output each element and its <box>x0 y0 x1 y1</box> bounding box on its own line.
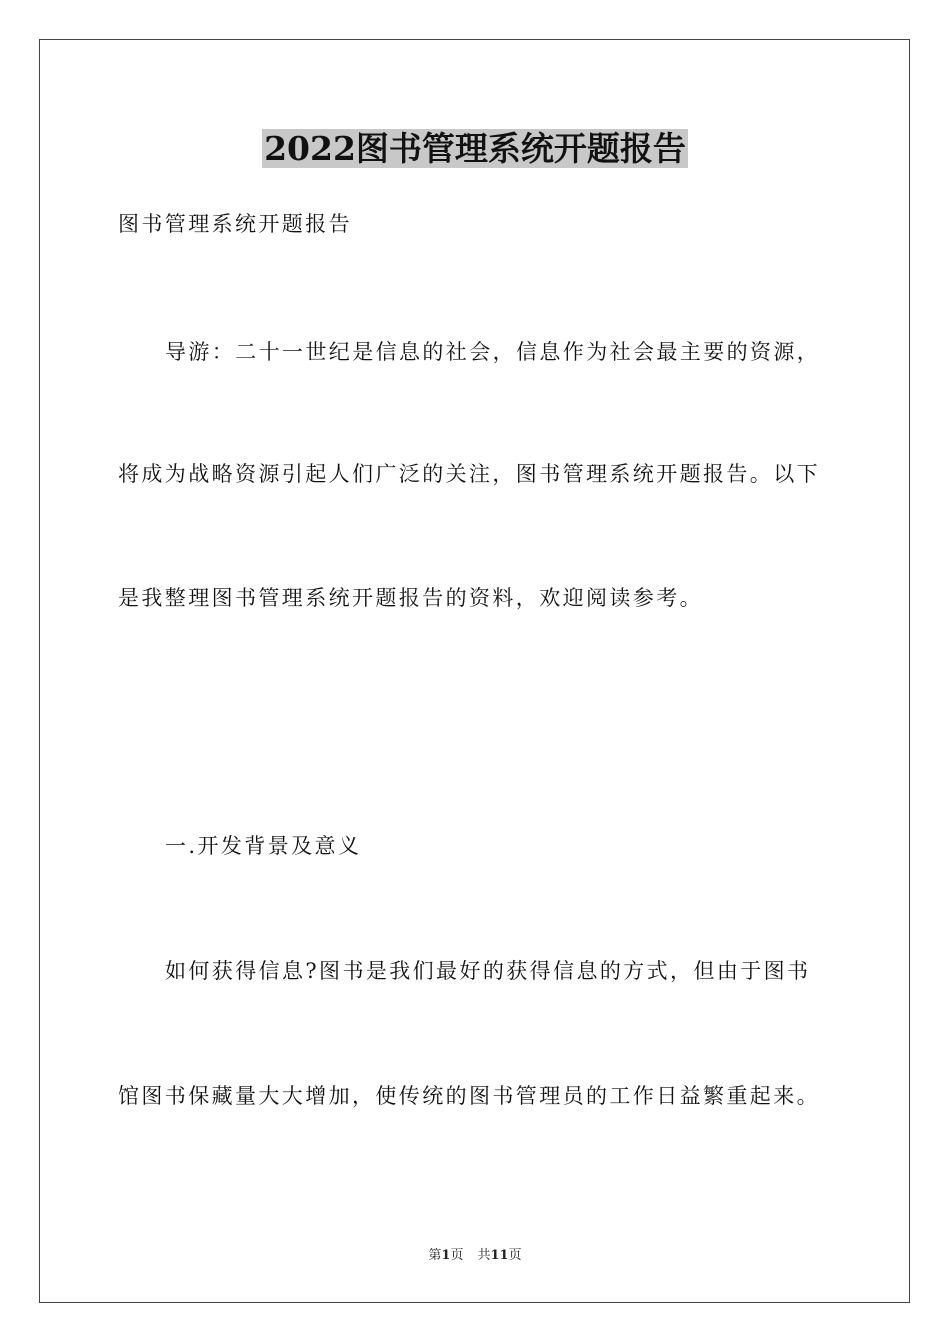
total-prefix: 共 <box>477 1248 491 1263</box>
section-heading: 一.开发背景及意义 <box>165 834 362 858</box>
document-title <box>0 128 950 170</box>
paragraph-line: 导游：二十一世纪是信息的社会，信息作为社会最主要的资源， <box>165 340 821 364</box>
paragraph-line: 馆图书保藏量大大增加，使传统的图书管理员的工作日益繁重起来。 <box>118 1084 820 1108</box>
page-prefix: 第 <box>428 1248 442 1263</box>
total-page-count: 11 <box>490 1248 509 1263</box>
paragraph-line: 是我整理图书管理系统开题报告的资料，欢迎阅读参考。 <box>118 586 703 610</box>
document-title-text: 2022图书管理系统开题报告 <box>264 129 686 168</box>
current-page-number: 1 <box>441 1248 451 1263</box>
subtitle-line: 图书管理系统开题报告 <box>118 212 352 236</box>
paragraph-line: 将成为战略资源引起人们广泛的关注，图书管理系统开题报告。以下 <box>118 462 820 486</box>
page-footer <box>0 1247 950 1265</box>
page-suffix: 页 <box>450 1248 464 1263</box>
paragraph-line: 如何获得信息?图书是我们最好的获得信息的方式，但由于图书 <box>165 959 811 983</box>
total-suffix: 页 <box>508 1248 522 1263</box>
